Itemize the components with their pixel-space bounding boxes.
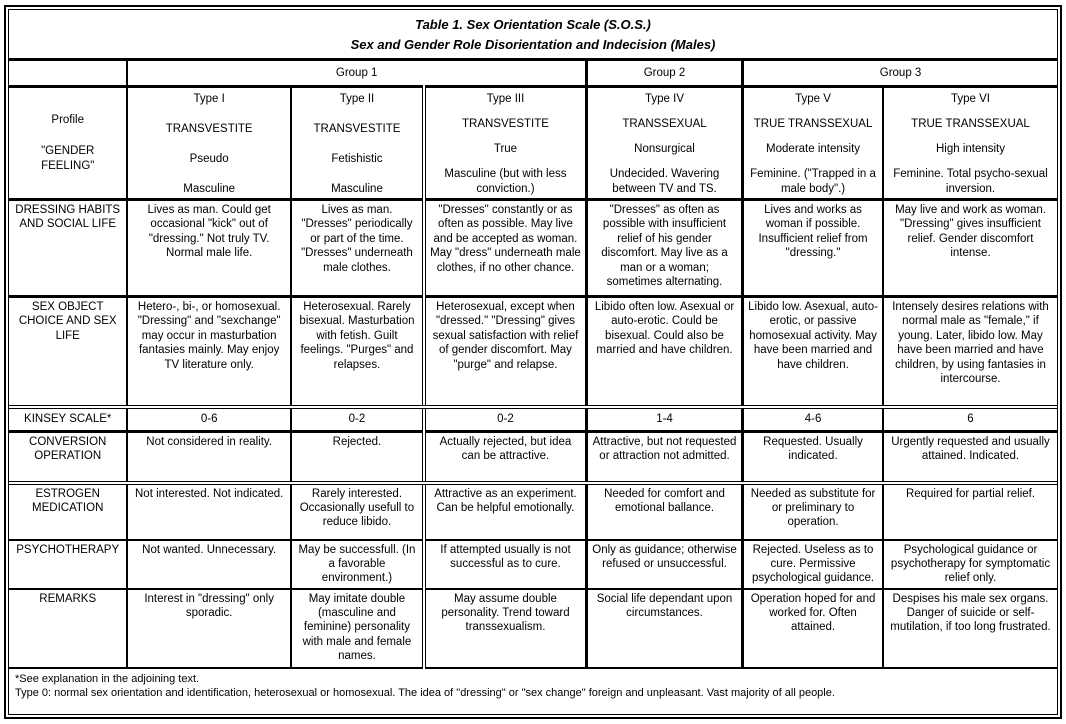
cell-profile-type-i xyxy=(127,87,290,200)
cell-remarks-type-iv: Social life dependant upon circumstances. xyxy=(586,589,742,668)
row-header-dressing-habits: DRESSING HABITS AND SOCIAL LIFE xyxy=(9,200,127,297)
cell-conversion-type-ii: Rejected. xyxy=(291,432,424,483)
table-title-line2: Sex and Gender Role Disorientation and Indecision (Males) xyxy=(350,36,716,52)
cell-dressing-type-iii: "Dresses" constantly or as often as possible. May live and be accepted as woman. May "dress" underneath male clothes, if no other chance. xyxy=(424,200,586,297)
cell-dressing-type-v: Lives and works as woman if possible. Insufficient relief from "dressing." xyxy=(743,200,883,297)
cell-conversion-type-iii: Actually rejected, but idea can be attractive. xyxy=(424,432,586,483)
cell-kinsey-type-iii: 0-2 xyxy=(424,407,586,432)
cell-sexobj-type-iv: Libido often low. Asexual or auto-erotic. Could be bisexual. Could also be married and have children. xyxy=(586,297,742,407)
cell-conversion-type-v: Requested. Usually indicated. xyxy=(743,432,883,483)
type-feeling: Masculine xyxy=(183,182,236,195)
cell-sexobj-type-i: Hetero-, bi-, or homosexual. "Dressing" and "sexchange" may occur in masturbation fantasies mainly. May enjoy TV literature only. xyxy=(127,297,290,407)
footnote-row xyxy=(9,668,1057,708)
sex-object-row xyxy=(9,297,1057,407)
table-title xyxy=(9,10,1057,60)
cell-remarks-type-i: Interest in "dressing" only sporadic. xyxy=(127,589,290,668)
cell-dressing-type-vi: May live and work as woman. "Dressing" gives insufficient relief. Gender discomfort intense. xyxy=(883,200,1057,297)
cell-dressing-type-iv: "Dresses" as often as possible with insufficient relief of his gender discomfort. May live as a man or a woman; sometimes alternating. xyxy=(586,200,742,297)
type-label: Type IV xyxy=(645,93,684,105)
cell-psycho-type-iii: If attempted usually is not successful as to cure. xyxy=(424,540,586,589)
type-name: TRANSSEXUAL xyxy=(622,118,707,131)
cell-estrogen-type-vi: Required for partial relief. xyxy=(883,483,1057,540)
title-row xyxy=(9,10,1057,60)
type-subtype: High intensity xyxy=(935,143,1006,156)
cell-kinsey-type-iv: 1-4 xyxy=(586,407,742,432)
row-header-psychotherapy: PSYCHOTHERAPY xyxy=(9,540,127,589)
type-subtype: Nonsurgical xyxy=(634,143,695,156)
cell-remarks-type-iii: May assume double personality. Trend toward transsexualism. xyxy=(424,589,586,668)
cell-profile-type-ii xyxy=(291,87,424,200)
type-subtype: Pseudo xyxy=(189,152,229,165)
row-header-sex-object: SEX OBJECT CHOICE AND SEX LIFE xyxy=(9,297,127,407)
cell-sexobj-type-vi: Intensely desires relations with normal male as "female," if young. Later, libido low. May have been married and have children, by using fantasies in intercourse. xyxy=(883,297,1057,407)
row-header-estrogen: ESTROGEN MEDICATION xyxy=(9,483,127,540)
estrogen-medication-row xyxy=(9,483,1057,540)
cell-kinsey-type-i: 0-6 xyxy=(127,407,290,432)
dressing-habits-row xyxy=(9,200,1057,297)
type-feeling: Undecided. Wavering between TV and TS. xyxy=(609,168,720,195)
sos-table xyxy=(9,10,1057,708)
type-feeling: Masculine xyxy=(331,182,383,195)
type-label: Type VI xyxy=(951,93,990,105)
psychotherapy-row xyxy=(9,540,1057,589)
remarks-row xyxy=(9,589,1057,668)
conversion-operation-row xyxy=(9,432,1057,483)
cell-sexobj-type-v: Libido low. Asexual, auto-erotic, or passive homosexual activity. May have been married and have children. xyxy=(743,297,883,407)
cell-dressing-type-ii: Lives as man. "Dresses" periodically or part of the time. "Dresses" underneath male clothes. xyxy=(291,200,424,297)
cell-kinsey-type-ii: 0-2 xyxy=(291,407,424,432)
cell-estrogen-type-iii: Attractive as an experiment. Can be helpful emotionally. xyxy=(424,483,586,540)
cell-profile-type-iv xyxy=(586,87,742,200)
cell-kinsey-type-v: 4-6 xyxy=(743,407,883,432)
table-outer-frame xyxy=(4,5,1062,719)
type-feeling: Masculine (but with less conviction.) xyxy=(444,168,567,195)
cell-remarks-type-vi: Despises his male sex organs. Danger of suicide or self-mutilation, if too long frustrated. xyxy=(883,589,1057,668)
cell-estrogen-type-v: Needed as substitute for or preliminary to operation. xyxy=(743,483,883,540)
row-header-kinsey-scale: KINSEY SCALE* xyxy=(9,407,127,432)
type-label: Type II xyxy=(339,93,375,105)
group-header-row xyxy=(9,60,1057,87)
group-header-3: Group 3 xyxy=(743,60,1057,87)
cell-estrogen-type-ii: Rarely interested. Occasionally usefull to reduce libido. xyxy=(291,483,424,540)
footnote-line1: *See explanation in the adjoining text. xyxy=(15,672,200,685)
row-header-profile-line2: "GENDER FEELING" xyxy=(41,145,95,172)
table-inner-frame xyxy=(8,9,1058,715)
corner-empty-cell xyxy=(9,60,127,87)
kinsey-scale-row xyxy=(9,407,1057,432)
cell-profile-type-iii xyxy=(424,87,586,200)
cell-kinsey-type-vi: 6 xyxy=(883,407,1057,432)
cell-psycho-type-vi: Psychological guidance or psychotherapy for symptomatic relief only. xyxy=(883,540,1057,589)
cell-conversion-type-iv: Attractive, but not requested or attraction not admitted. xyxy=(586,432,742,483)
type-name: TRANSVESTITE xyxy=(165,122,253,135)
cell-sexobj-type-iii: Heterosexual, except when "dressed." "Dressing" gives sexual satisfaction with relief of gender discomfort. May "purge" and relapse. xyxy=(424,297,586,407)
group-header-2: Group 2 xyxy=(586,60,742,87)
row-header-profile xyxy=(9,87,127,200)
type-subtype: Fetishistic xyxy=(331,152,383,165)
cell-remarks-type-v: Operation hoped for and worked for. Often attained. xyxy=(743,589,883,668)
type-name: TRANSVESTITE xyxy=(462,118,549,131)
type-name: TRUE TRANSSEXUAL xyxy=(753,118,873,131)
footnote-line2: Type 0: normal sex orientation and identification, heterosexual or homosexual. The idea of "dressing" or "sex change" foreign and unpleasant. Vast majority of all people. xyxy=(15,687,835,700)
cell-conversion-type-vi: Urgently requested and usually attained. Indicated. xyxy=(883,432,1057,483)
type-name: TRANSVESTITE xyxy=(313,122,401,135)
cell-profile-type-v xyxy=(743,87,883,200)
cell-estrogen-type-i: Not interested. Not indicated. xyxy=(127,483,290,540)
cell-conversion-type-i: Not considered in reality. xyxy=(127,432,290,483)
cell-psycho-type-v: Rejected. Useless as to cure. Permissive psychological guidance. xyxy=(743,540,883,589)
cell-remarks-type-ii: May imitate double (masculine and feminine) personality with male and female names. xyxy=(291,589,424,668)
type-feeling: Feminine. ("Trapped in a male body".) xyxy=(750,168,876,195)
row-header-profile-line1: Profile xyxy=(51,113,85,126)
type-subtype: True xyxy=(493,143,518,156)
cell-psycho-type-ii: May be successfull. (In a favorable environment.) xyxy=(291,540,424,589)
table-title-line1: Table 1. Sex Orientation Scale (S.O.S.) xyxy=(415,17,651,32)
profile-row xyxy=(9,87,1057,200)
type-label: Type I xyxy=(193,93,225,105)
cell-psycho-type-iv: Only as guidance; otherwise refused or unsuccessful. xyxy=(586,540,742,589)
type-label: Type V xyxy=(795,93,831,105)
cell-dressing-type-i: Lives as man. Could get occasional "kick" out of "dressing." Not truly TV. Normal male life. xyxy=(127,200,290,297)
type-feeling: Feminine. Total psycho-sexual inversion. xyxy=(893,168,1048,195)
cell-estrogen-type-iv: Needed for comfort and emotional ballance. xyxy=(586,483,742,540)
type-subtype: Moderate intensity xyxy=(766,143,861,156)
row-header-conversion: CONVERSION OPERATION xyxy=(9,432,127,483)
cell-psycho-type-i: Not wanted. Unnecessary. xyxy=(127,540,290,589)
footnotes xyxy=(9,668,1057,708)
cell-profile-type-vi xyxy=(883,87,1057,200)
type-name: TRUE TRANSSEXUAL xyxy=(911,118,1030,131)
cell-sexobj-type-ii: Heterosexual. Rarely bisexual. Masturbation with fetish. Guilt feelings. "Purges" and relapses. xyxy=(291,297,424,407)
type-label: Type III xyxy=(486,93,525,105)
group-header-1: Group 1 xyxy=(127,60,586,87)
row-header-remarks: REMARKS xyxy=(9,589,127,668)
